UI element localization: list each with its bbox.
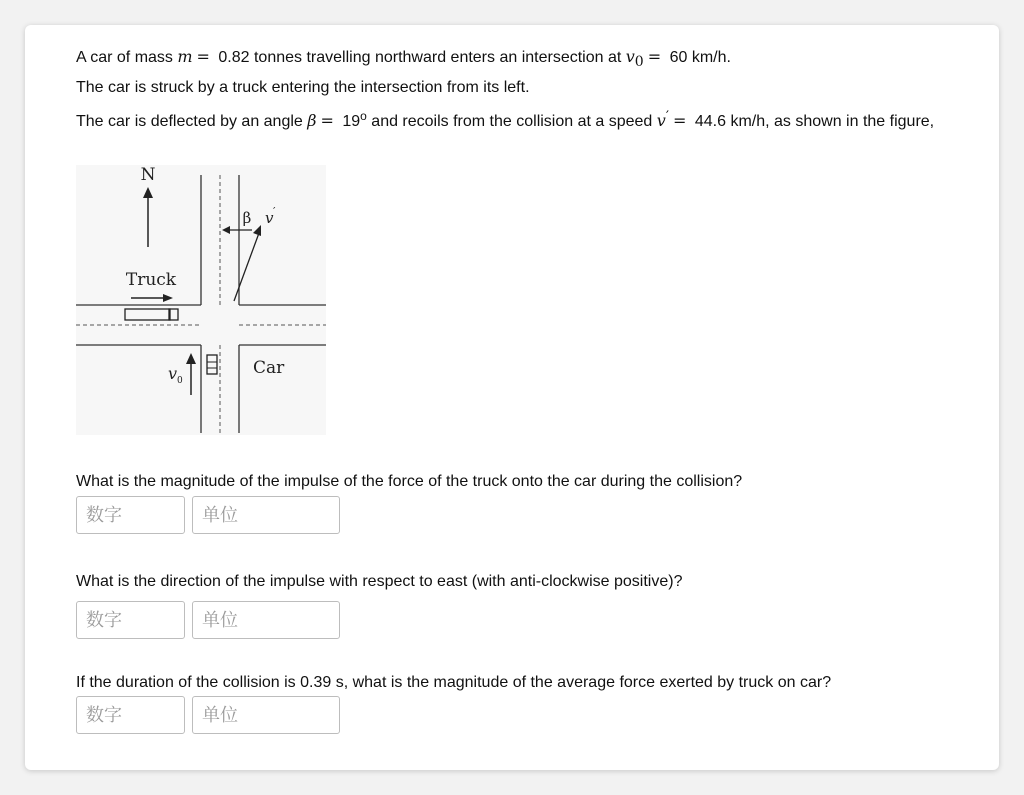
- problem-text: 0.82 tonnes travelling northward enters an intersection at: [213, 49, 626, 66]
- problem-line-2: The car is struck by a truck entering the intersection from its left.: [76, 79, 530, 96]
- beta-label: β: [242, 209, 252, 227]
- north-label: N: [140, 165, 156, 185]
- degree-superscript: o: [360, 109, 367, 123]
- prime-mark: ′: [665, 109, 670, 125]
- question-3-number-input[interactable]: [76, 696, 185, 734]
- subscript: 0: [634, 54, 644, 70]
- question-2-unit-input[interactable]: [192, 601, 340, 639]
- question-1-unit-input[interactable]: [192, 496, 340, 534]
- mass-symbol: m: [177, 47, 193, 66]
- v0-label: v: [168, 364, 178, 383]
- problem-text: 19: [337, 113, 361, 130]
- v-prime-label: v: [265, 209, 274, 227]
- question-1-text: What is the magnitude of the impulse of the force of the truck onto the car during the collision?: [76, 473, 743, 490]
- v-prime-mark: ′: [273, 205, 276, 218]
- v0-subscript: 0: [177, 376, 183, 386]
- question-3-text: If the duration of the collision is 0.39 s, what is the magnitude of the average force exerted by truck on car?: [76, 674, 832, 691]
- problem-text: 44.6 km/h, as shown in the figure,: [690, 113, 935, 130]
- problem-line-1: [76, 47, 731, 68]
- question-card: [25, 25, 999, 770]
- initial-velocity-symbol: v: [625, 47, 635, 66]
- recoil-velocity-symbol: v: [656, 111, 666, 130]
- problem-text: A car of mass: [76, 49, 178, 66]
- question-2-number-input[interactable]: [76, 601, 185, 639]
- equals-sign: =: [196, 47, 210, 66]
- question-2-text: What is the direction of the impulse with respect to east (with anti-clockwise positive)?: [76, 573, 683, 590]
- truck-label: Truck: [125, 270, 177, 290]
- question-1-number-input[interactable]: [76, 496, 185, 534]
- car-label: Car: [253, 358, 285, 378]
- problem-line-3: [76, 111, 934, 132]
- equals-sign: =: [647, 47, 662, 66]
- beta-symbol: β: [307, 111, 317, 130]
- equals-sign: =: [673, 111, 687, 130]
- question-3-unit-input[interactable]: [192, 696, 340, 734]
- intersection-figure: [76, 165, 326, 435]
- equals-sign: =: [320, 111, 334, 130]
- problem-text: and recoils from the collision at a speed: [366, 113, 657, 130]
- problem-text: The car is deflected by an angle: [76, 113, 308, 130]
- problem-text: 60 km/h.: [665, 49, 731, 66]
